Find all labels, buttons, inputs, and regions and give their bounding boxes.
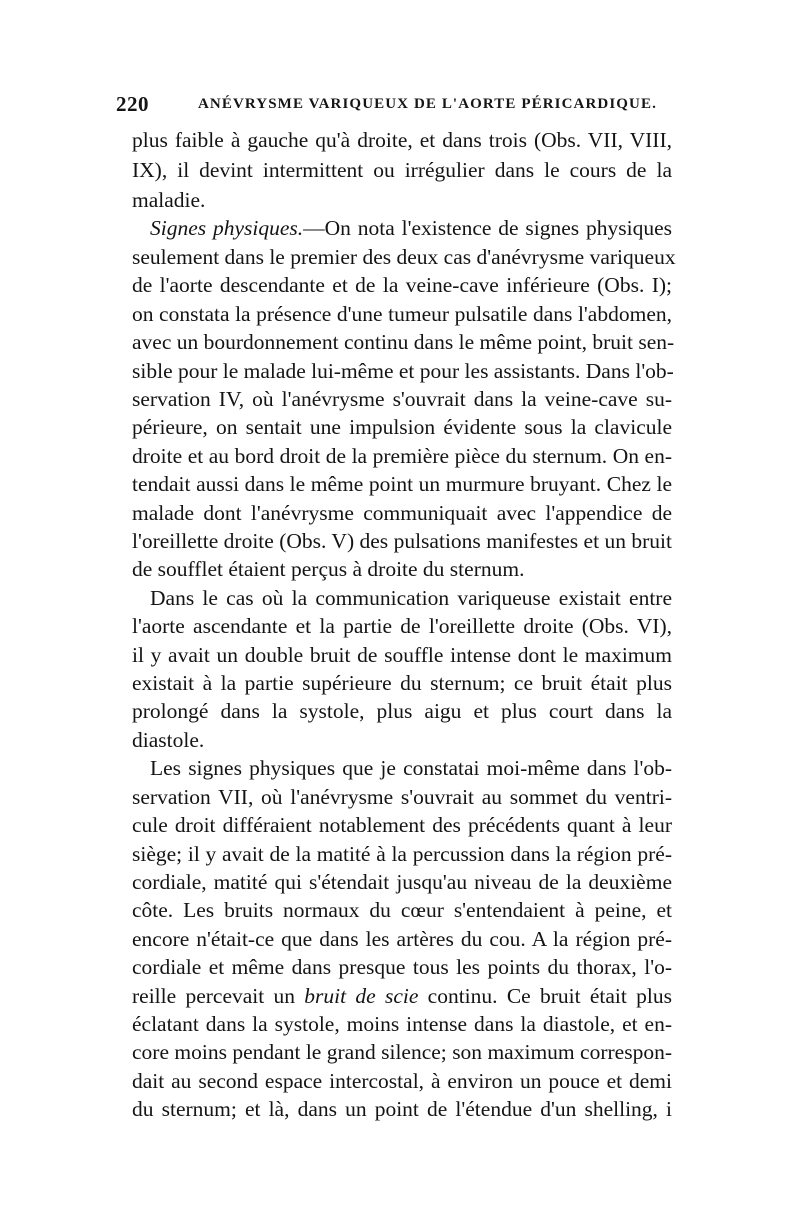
text-line: servation VII, où l'anévrysme s'ouvrait au sommet du ventri- bbox=[132, 785, 672, 809]
text-line: servation IV, où l'anévrysme s'ouvrait dans la veine-cave su- bbox=[132, 387, 672, 411]
text-line: cordiale, matité qui s'étendait jusqu'au niveau de la deuxième bbox=[132, 870, 672, 894]
text-line: prolongé dans la systole, plus aigu et plus court dans la bbox=[132, 699, 672, 723]
running-title: ANÉVRYSME VARIQUEUX DE L'AORTE PÉRICARDIQUE. bbox=[198, 96, 657, 112]
text-line: diastole. bbox=[132, 728, 205, 752]
text-line: l'aorte ascendante et la partie de l'oreillette droite (Obs. VI), bbox=[132, 614, 672, 638]
text-line: dait au second espace intercostal, à environ un pouce et demi bbox=[132, 1069, 672, 1093]
text-line: du sternum; et là, dans un point de l'étendue d'un shelling, i bbox=[132, 1097, 672, 1121]
text-line: sible pour le malade lui-même et pour les assistants. Dans l'ob- bbox=[132, 359, 674, 383]
text-line: cordiale et même dans presque tous les points du thorax, l'o- bbox=[132, 955, 672, 979]
text-line: Dans le cas où la communication variqueuse existait entre bbox=[150, 586, 672, 610]
text-line: cule droit différaient notablement des précédents quant à leur bbox=[132, 813, 672, 837]
text-line: malade dont l'anévrysme communiquait avec l'appendice de bbox=[132, 501, 672, 525]
text-line: tendait aussi dans le même point un murmure bruyant. Chez le bbox=[132, 472, 672, 496]
text-line: éclatant dans la systole, moins intense dans la diastole, et en- bbox=[132, 1012, 672, 1036]
text-line: l'oreillette droite (Obs. V) des pulsations manifestes et un bruit bbox=[132, 529, 672, 553]
text-line: IX), il devint intermittent ou irrégulier dans le cours de la bbox=[132, 158, 672, 182]
italic-term: bruit de scie bbox=[304, 984, 419, 1008]
text-line: on constata la présence d'une tumeur pulsatile dans l'abdomen, bbox=[132, 302, 672, 326]
text-line: périeure, on sentait une impulsion évidente sous la clavicule bbox=[132, 415, 672, 439]
section-heading: Signes physiques. bbox=[150, 216, 304, 240]
text-line: plus faible à gauche qu'à droite, et dans trois (Obs. VII, VIII, bbox=[132, 128, 672, 152]
text-line: existait à la partie supérieure du sternum; ce bruit était plus bbox=[132, 671, 672, 695]
text-line: Les signes physiques que je constatai moi-même dans l'ob- bbox=[150, 756, 672, 780]
running-head bbox=[116, 92, 676, 118]
text-line: siège; il y avait de la matité à la percussion dans la région pré- bbox=[132, 842, 672, 866]
text-line: droite et au bord droit de la première pièce du sternum. On en- bbox=[132, 444, 672, 468]
text-line: core moins pendant le grand silence; son maximum correspon- bbox=[132, 1040, 672, 1064]
text-line: maladie. bbox=[132, 188, 206, 212]
text-line: côte. Les bruits normaux du cœur s'entendaient à peine, et bbox=[132, 898, 672, 922]
text-line: de l'aorte descendante et de la veine-cave inférieure (Obs. I); bbox=[132, 273, 672, 297]
text-line: seulement dans le premier des deux cas d'anévrysme variqueux bbox=[132, 245, 676, 269]
page-number: 220 bbox=[116, 92, 149, 116]
text-line: il y avait un double bruit de souffle intense dont le maximum bbox=[132, 643, 672, 667]
text-line: Signes physiques.—On nota l'existence de signes physiques bbox=[150, 216, 672, 240]
text-line: avec un bourdonnement continu dans le même point, bruit sen- bbox=[132, 330, 675, 354]
text-line: encore n'était-ce que dans les artères du cou. A la région pré- bbox=[132, 927, 672, 951]
text-line: reille percevait un bruit de scie continu. Ce bruit était plus bbox=[132, 984, 672, 1008]
text-line: de soufflet étaient perçus à droite du sternum. bbox=[132, 557, 525, 581]
